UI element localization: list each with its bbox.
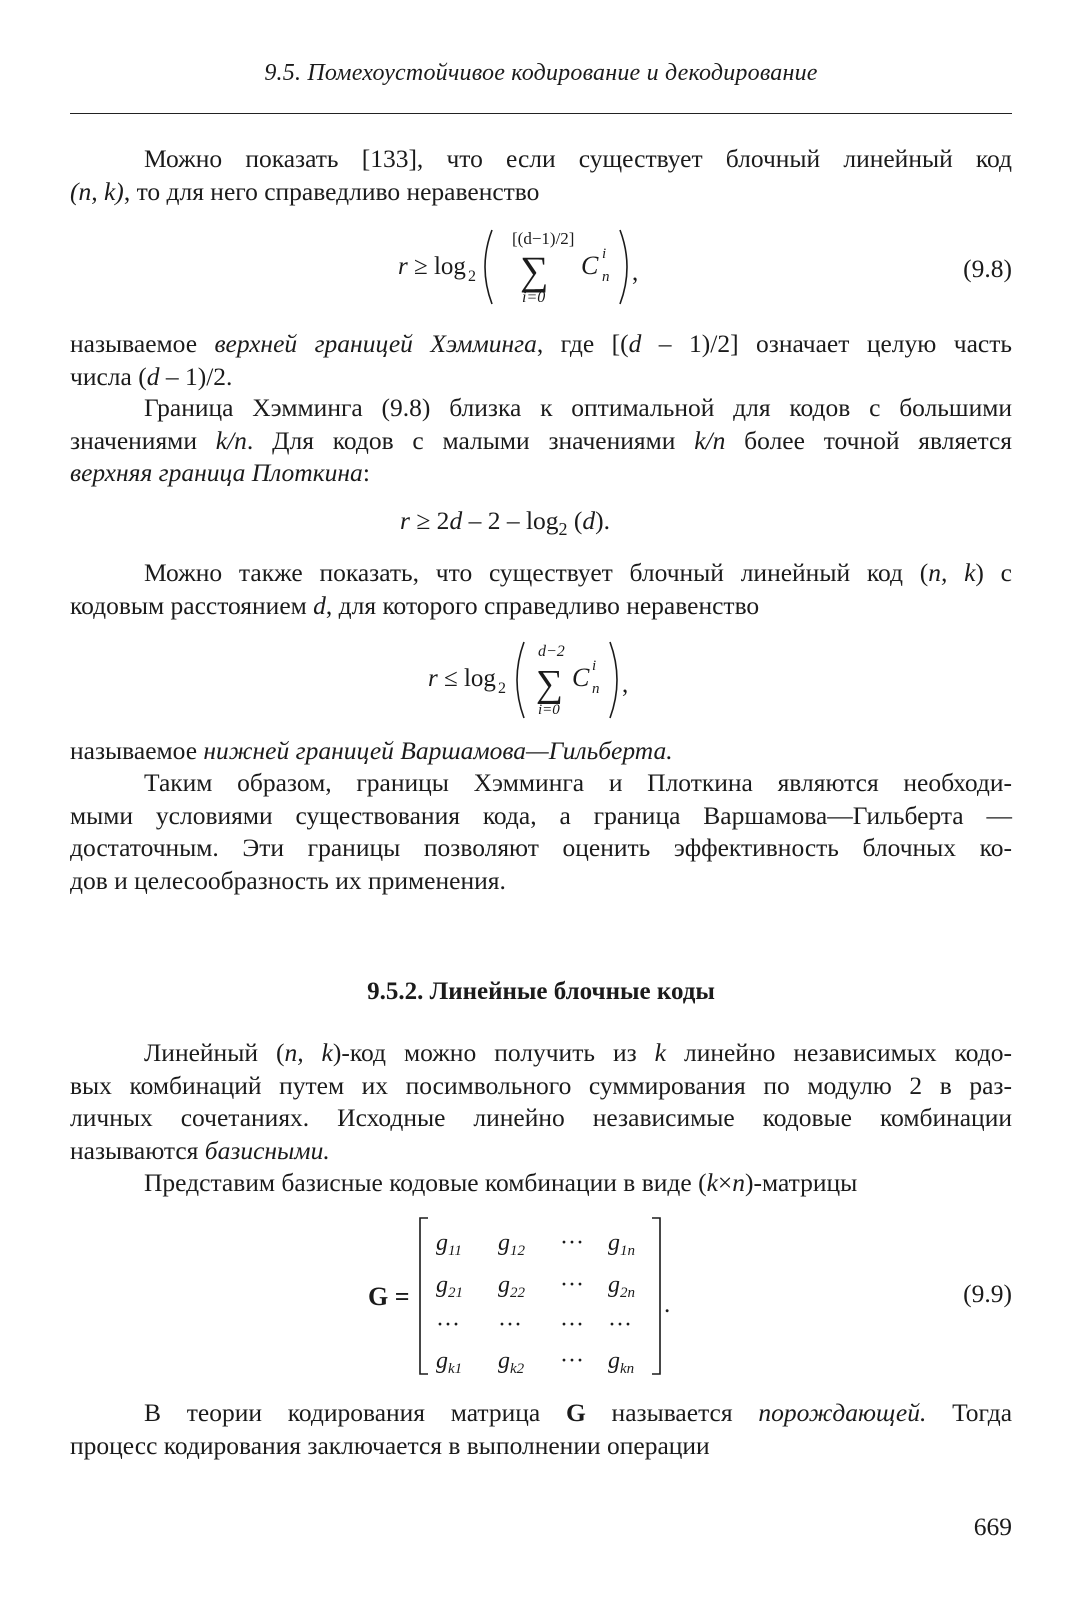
paragraph-line: числа (d – 1)/2. xyxy=(70,361,233,391)
binomial-sub: n xyxy=(602,269,610,285)
generator-matrix-formula xyxy=(360,1212,680,1382)
binomial-sup: i xyxy=(592,658,597,674)
paragraph-line: называемое верхней границей Хэмминга, где [(d – 1)/2] означает целую часть xyxy=(70,329,1012,358)
paragraph-line: Можно показать [133], что если существует блочный линейный код xyxy=(144,144,1012,173)
paragraph-vg-name xyxy=(70,735,1012,768)
paragraph-line: дов и целесообразность их применения. xyxy=(70,865,506,895)
sum-sign: ∑ xyxy=(520,248,549,293)
paragraph-plotkin xyxy=(70,392,1012,490)
formula-tail: , xyxy=(632,259,639,286)
sum-sign: ∑ xyxy=(536,663,564,705)
matrix-cell: ··· xyxy=(560,1312,584,1338)
varshamov-gilbert-formula xyxy=(420,636,640,724)
paragraph-line: Можно также показать, что существует блочный линейный код (n, k) с xyxy=(144,558,1012,587)
matrix-cell: $g_{21}$ xyxy=(436,1272,463,1301)
paragraph-hamming xyxy=(70,328,1012,393)
matrix-cell: ··· xyxy=(560,1272,584,1298)
paragraph-conclusion xyxy=(70,767,1012,897)
page-number: 669 xyxy=(973,1512,1012,1541)
matrix-cell: ··· xyxy=(560,1230,584,1256)
formula-lhs-var: r xyxy=(398,253,408,280)
matrix-cells xyxy=(436,1230,635,1377)
formula-lhs-var: r xyxy=(428,665,438,692)
matrix-cell: $g_{11}$ xyxy=(436,1230,462,1259)
paragraph-line: Представим базисные кодовые комбинации в виде (k×n)-матрицы xyxy=(144,1168,858,1197)
paragraph-line: личных сочетаниях. Исходные линейно независимые кодовые комбинации xyxy=(70,1103,1012,1132)
sum-upper-limit: d−2 xyxy=(538,643,565,660)
paragraph-line: процесс кодирования заключается в выполнении операции xyxy=(70,1430,710,1460)
formula-subscript: 2 xyxy=(498,680,506,697)
formula-tail: , xyxy=(622,671,629,698)
binomial-c: C xyxy=(572,663,590,692)
sum-lower-limit: i=0 xyxy=(538,702,560,718)
left-bracket xyxy=(420,1218,428,1374)
paragraph-intro xyxy=(70,143,1012,208)
paragraph-linear-codes xyxy=(70,1037,1012,1167)
paragraph-line: значениями k/n. Для кодов с малыми значениями k/n более точной является xyxy=(70,425,1012,455)
paragraph-existence xyxy=(70,557,1012,622)
header-rule xyxy=(70,113,1012,114)
paragraph-line: называемое нижней границей Варшамова—Гильберта. xyxy=(70,736,673,765)
formula-subscript: 2 xyxy=(468,268,476,285)
matrix-cell: $g_{1n}$ xyxy=(608,1230,635,1259)
matrix-cell: $g_{kn}$ xyxy=(608,1348,635,1377)
formula-lhs: ≤ log xyxy=(444,665,496,692)
paragraph-line: достаточным. Эти границы позволяют оценить эффективность блочных ко- xyxy=(70,833,1012,862)
matrix-cell: $g_{2n}$ xyxy=(608,1272,635,1301)
hamming-bound-formula xyxy=(380,222,650,312)
matrix-tail: . xyxy=(664,1291,671,1318)
matrix-cell: $g_{22}$ xyxy=(498,1272,525,1301)
paragraph-line: Граница Хэмминга (9.8) близка к оптимальной для кодов с большими xyxy=(144,393,1012,422)
paragraph-line: вых комбинаций путем их посимвольного суммирования по модулю 2 в раз- xyxy=(70,1070,1012,1100)
matrix-lhs: G = xyxy=(368,1282,410,1311)
binomial-sup: i xyxy=(602,246,607,262)
equation-number: (9.9) xyxy=(963,1279,1012,1308)
section-heading: 9.5.2. Линейные блочные коды xyxy=(367,978,715,1005)
paragraph-line: кодовым расстоянием d, для которого справедливо неравенство xyxy=(70,590,760,620)
binomial-c: C xyxy=(581,251,599,280)
paragraph-line: (n, k), то для него справедливо неравенство xyxy=(70,176,540,206)
paragraph-line: Линейный (n, k)-код можно получить из k линейно независимых кодо- xyxy=(144,1038,1012,1067)
sum-lower-limit: i=0 xyxy=(522,289,546,306)
paragraph-line: верхняя граница Плоткина: xyxy=(70,458,370,487)
right-bracket xyxy=(652,1218,660,1374)
paragraph-line: В теории кодирования матрица G называется порождающей. Тогда xyxy=(144,1398,1013,1427)
paragraph-generator xyxy=(70,1397,1012,1462)
plotkin-bound-formula: $r \ge 2d - 2 - \log_2 (d)$. xyxy=(400,506,611,540)
matrix-cell: $g_{12}$ xyxy=(498,1230,525,1259)
paragraph-matrix-intro xyxy=(70,1167,1012,1200)
matrix-cell: ··· xyxy=(608,1312,632,1338)
matrix-cell: ··· xyxy=(560,1348,584,1374)
matrix-cell: ··· xyxy=(436,1312,460,1338)
sum-upper-limit: [(d−1)/2] xyxy=(512,229,575,248)
running-header: 9.5. Помехоустойчивое кодирование и декодирование xyxy=(264,60,818,86)
matrix-cell: ··· xyxy=(498,1312,522,1338)
matrix-cell: $g_{k1}$ xyxy=(436,1348,463,1377)
binomial-sub: n xyxy=(592,681,600,697)
equation-number: (9.8) xyxy=(963,254,1012,283)
paragraph-line: называются базисными. xyxy=(70,1135,330,1165)
paragraph-line: Таким образом, границы Хэмминга и Плоткина являются необходи- xyxy=(144,768,1012,797)
formula-lhs: ≥ log xyxy=(414,253,466,280)
matrix-cell: $g_{k2}$ xyxy=(498,1348,525,1377)
paragraph-line: мыми условиями существования кода, а граница Варшамова—Гильберта — xyxy=(70,800,1012,830)
